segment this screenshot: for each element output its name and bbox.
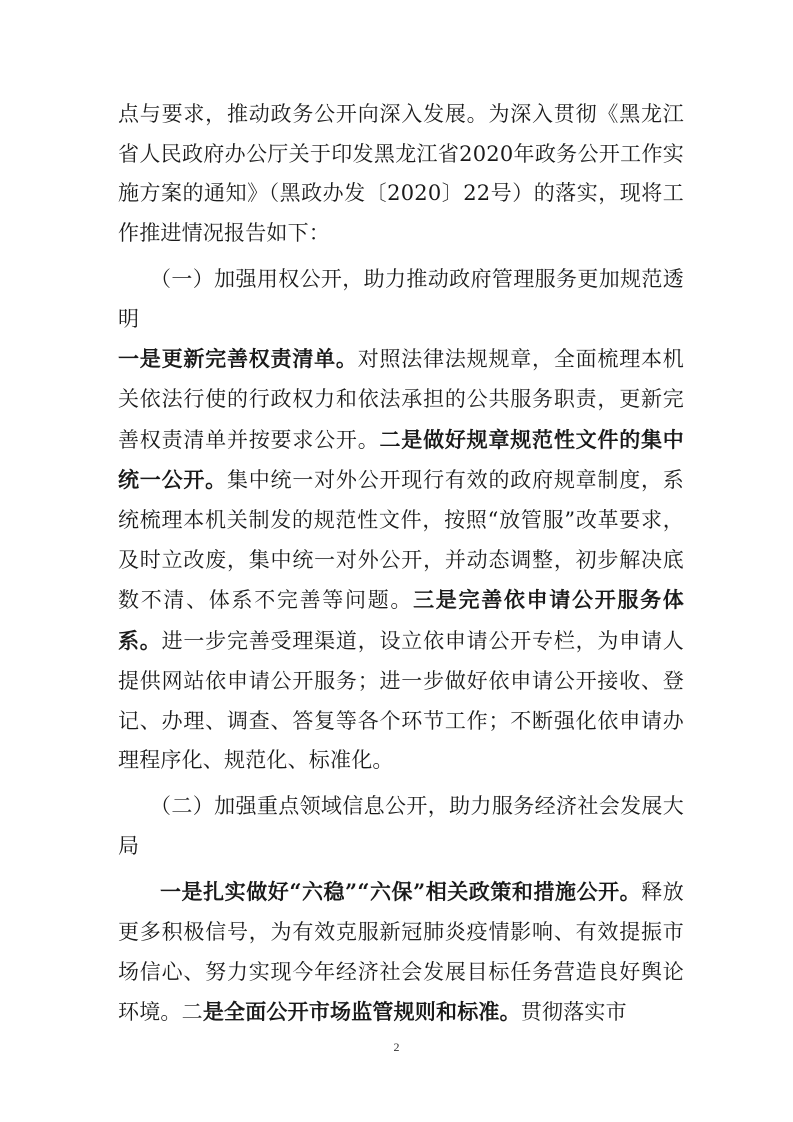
body-text xyxy=(118,95,684,1033)
section-heading-2: （二）加强重点领域信息公开，助力服务经济社会发展大局 xyxy=(118,793,684,858)
paragraph-section-2 xyxy=(118,872,684,1033)
bold-lead-4: 一是扎实做好“六稳”“六保”相关政策和措施公开。 xyxy=(160,879,642,905)
paragraph-section-1 xyxy=(118,339,684,781)
paragraph-intro: 点与要求，推动政务公开向深入发展。为深入贯彻《黑龙江省人民政府办公厅关于印发黑龙江省2020年政务公开工作实施方案的通知》（黑政办发〔2020〕22号）的落实，现将工作推进情况报告如下： xyxy=(118,102,684,246)
paragraph-text: 集中统一对外公开现行有效的政府规章制度，系统梳理本机关制发的规范性文件，按照“放管服”改革要求，及时立改废，集中统一对外公开，并动态调整，初步解决底数不清、体系不完善等问题。 xyxy=(118,468,685,613)
bold-lead-2: 二是做好规章规范性文件的集中统一公开。 xyxy=(118,426,684,493)
page-number: 2 xyxy=(393,1040,400,1054)
paragraph-text: 对照法律法规规章，全面梳理本机关依法行使的行政权力和依法承担的公共服务职责，更新完善权责清单并按要求公开。 xyxy=(118,347,685,452)
section-heading-1: （一）加强用权公开，助力推动政府管理服务更加规范透明 xyxy=(118,266,684,331)
paragraph-text: 贯彻落实市 xyxy=(520,1000,627,1025)
bold-lead-3: 三是完善依申请公开服务体系。 xyxy=(118,587,684,654)
bold-lead-1: 一是更新完善权责清单。 xyxy=(118,346,358,372)
paragraph-text: 释放更多积极信号，为有效克服新冠肺炎疫情影响、有效提振市场信心、努力实现今年经济社会发展目标任务营造良好舆论环境。二 xyxy=(118,880,684,1025)
bold-lead-5: 是全面公开市场监管规则和标准。 xyxy=(202,999,521,1025)
paragraph-text: 进一步完善受理渠道，设立依申请公开专栏，为申请人提供网站依申请公开服务；进一步做好依申请公开接收、登记、办理、调查、答复等各个环节工作；不断强化依申请办理程序化、规范化、标准化。 xyxy=(118,629,684,773)
